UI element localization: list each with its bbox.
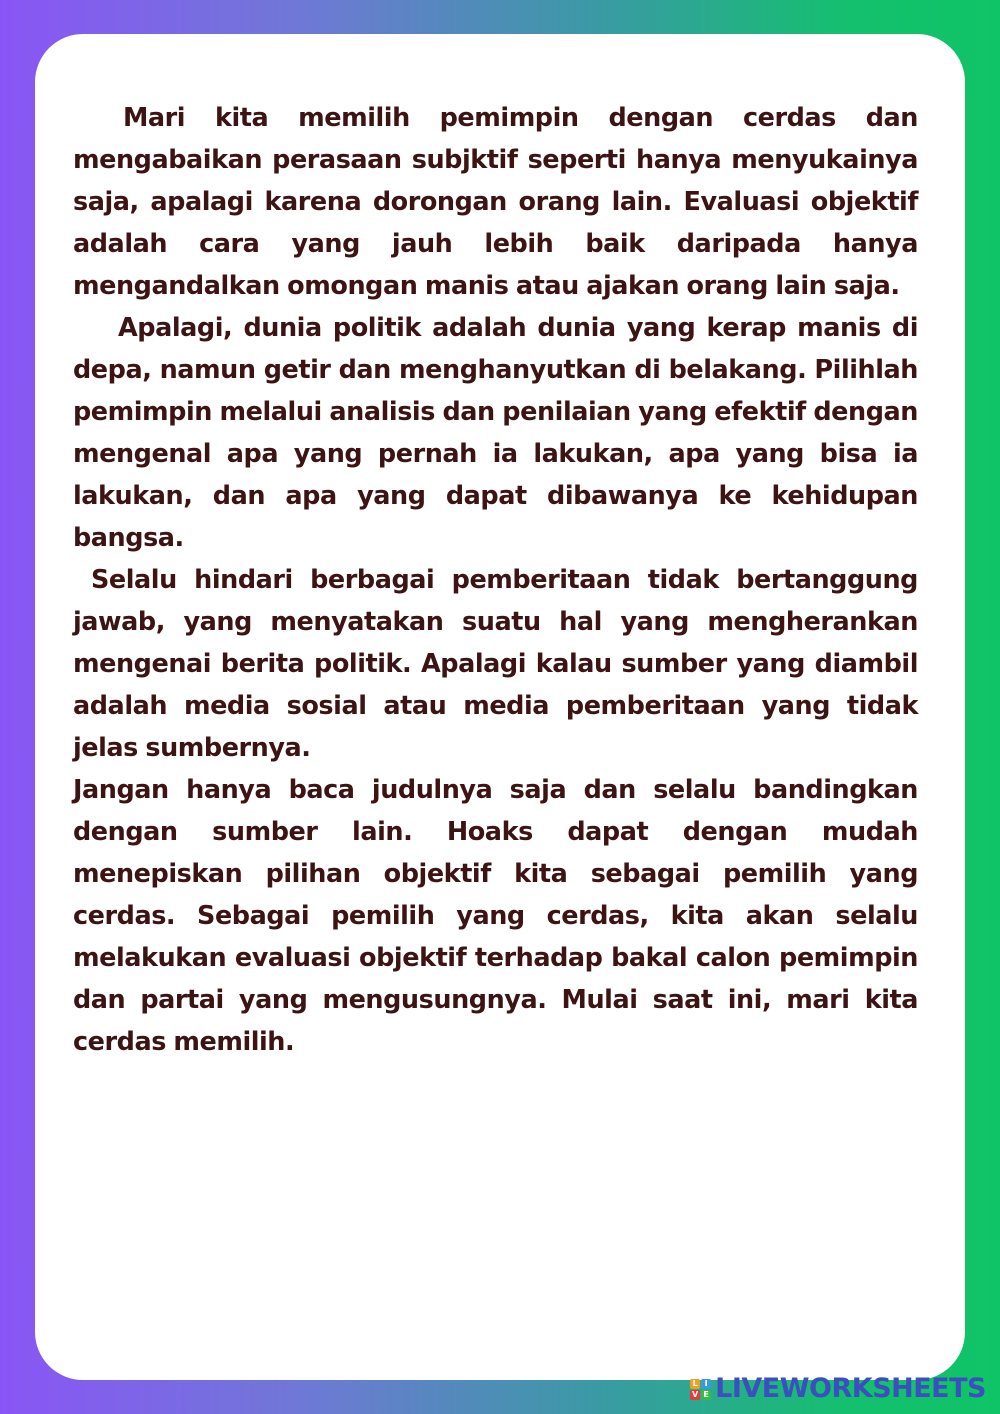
- liveworksheets-watermark: [690, 1374, 986, 1404]
- logo-letter-v: V: [692, 1389, 699, 1399]
- watermark-text: LIVEWORKSHEETS: [715, 1373, 986, 1404]
- paragraph-3: Selalu hindari berbagai pemberitaan tidak bertanggung jawab, yang menyatakan suatu hal yang mengherankan mengenai berita politik. Apalagi kalau sumber yang diambil adalah media sosial atau media pemberitaan yang tidak jelas sumbernya.: [73, 565, 918, 763]
- logo-letter-l: L: [690, 1379, 700, 1389]
- logo-letter-e: E: [701, 1390, 711, 1400]
- paragraph-1: Mari kita memilih pemimpin dengan cerdas dan mengabaikan perasaan subjktif seperti hanya menyukainya saja, apalagi karena dorongan orang lain. Evaluasi objektif adalah cara yang jauh lebih baik daripada hanya mengandalkan omongan manis atau ajakan orang lain saja.: [73, 103, 918, 301]
- body-text: [73, 97, 918, 1063]
- liveworksheets-logo-icon: [690, 1379, 711, 1400]
- logo-letter-i: I: [701, 1379, 711, 1389]
- paragraph-4: Jangan hanya baca judulnya saja dan selalu bandingkan dengan sumber lain. Hoaks dapat dengan mudah menepiskan pilihan objektif kita sebagai pemilih yang cerdas. Sebagai pemilih yang cerdas, kita akan selalu melakukan evaluasi objektif terhadap bakal calon pemimpin dan partai yang mengusungnya. Mulai saat ini, mari kita cerdas memilih.: [73, 775, 918, 1057]
- paragraph-2: Apalagi, dunia politik adalah dunia yang kerap manis di depa, namun getir dan menghanyutkan di belakang. Pilihlah pemimpin melalui analisis dan penilaian yang efektif dengan mengenal apa yang pernah ia lakukan, apa yang bisa ia lakukan, dan apa yang dapat dibawanya ke kehidupan bangsa.: [73, 313, 918, 553]
